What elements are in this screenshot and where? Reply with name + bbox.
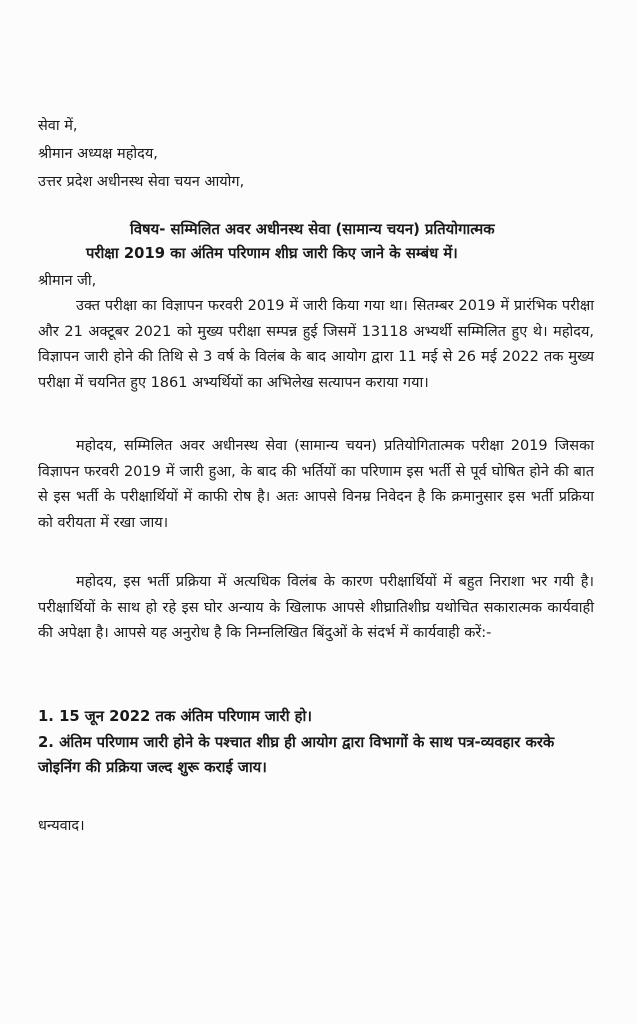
body-paragraph: महोदय, सम्मिलित अवर अधीनस्थ सेवा (सामान्य चयन) प्रतियोगितात्मक परीक्षा 2019 जिसका विज्ञापन फरवरी 2019 में जारी हुआ, के बाद की भर्तियों का परिणाम इस भर्ती से पूर्व घोषित होने की बात से इस भर्ती के परीक्षार्थियों में काफी रोष है। अतः आपसे विनम्र निवेदन है कि क्रमानुसार इस भर्ती प्रक्रिया को वरीयता में रखा जाय। [38, 438, 594, 531]
recipient-address [38, 112, 244, 196]
address-line: सेवा में, [38, 118, 78, 134]
letter-subject [40, 218, 596, 266]
subject-line: विषय- सम्मिलित अवर अधीनस्थ सेवा (सामान्य चयन) प्रतियोगात्मक [130, 221, 495, 238]
salutation: श्रीमान जी, [38, 273, 97, 289]
address-line: श्रीमान अध्यक्ष महोदय, [38, 146, 158, 162]
address-line: उत्तर प्रदेश अधीनस्थ सेवा चयन आयोग, [38, 174, 245, 190]
body-paragraph: महोदय, इस भर्ती प्रक्रिया में अत्यधिक विलंब के कारण परीक्षार्थियों में बहुत निराशा भर गयी है। परीक्षार्थियों के साथ हो रहे इस घोर अन्याय के खिलाफ आपसे शीघ्रातिशीघ्र यथोचित सकारात्मक कार्यवाही की अपेक्षा है। आपसे यह अनुरोध है कि निम्नलिखित बिंदुओं के संदर्भ में कार्यवाही करें:- [38, 574, 594, 641]
demand-point: 2. अंतिम परिणाम जारी होने के पश्चात शीघ्र ही आयोग द्वारा विभागों के साथ पत्र-व्यवहार करके जोइनिंग की प्रक्रिया जल्द शुरू कराई जाय। [38, 734, 555, 776]
demand-point: 1. 15 जून 2022 तक अंतिम परिणाम जारी हो। [38, 708, 312, 725]
subject-line: परीक्षा 2019 का अंतिम परिणाम शीघ्र जारी किए जाने के सम्बंध में। [86, 245, 458, 262]
demand-points [38, 704, 596, 781]
closing-text: धन्यवाद। [38, 818, 85, 834]
body-paragraph: उक्त परीक्षा का विज्ञापन फरवरी 2019 में जारी किया गया था। सितम्बर 2019 में प्रारंभिक परीक्षा और 21 अक्टूबर 2021 को मुख्य परीक्षा सम्पन्न हुई जिसमें 13118 अभ्यर्थी सम्मिलित हुए थे। महोदय, विज्ञापन जारी होने की तिथि से 3 वर्ष के विलंब के बाद आयोग द्वारा 11 मई से 26 मई 2022 तक मुख्य परीक्षा में चयनित हुए 1861 अभ्यर्थियों का अभिलेख सत्यापन कराया गया। [38, 298, 594, 391]
